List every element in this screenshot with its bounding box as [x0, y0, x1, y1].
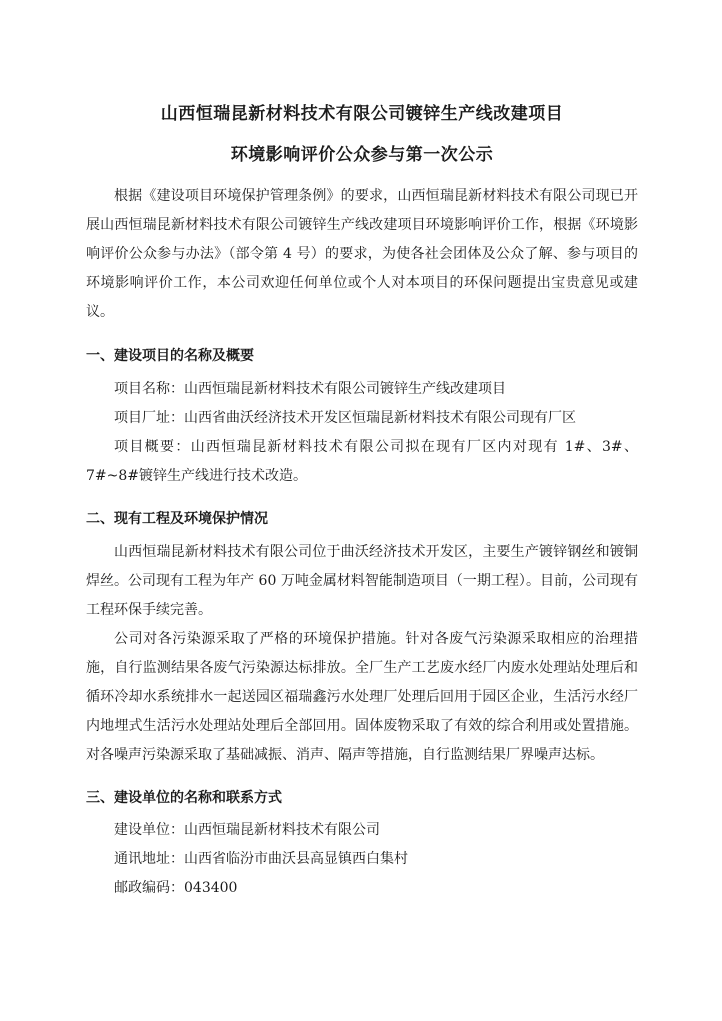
postcode-label: 邮政编码： — [114, 880, 184, 896]
project-name-line — [86, 375, 638, 404]
section2-heading: 二、现有工程及环境保护情况 — [86, 511, 268, 527]
mailing-address-label: 通讯地址： — [114, 851, 184, 867]
postcode-value: 043400 — [184, 880, 238, 896]
intro-paragraph: 根据《建设项目环境保护管理条例》的要求，山西恒瑞昆新材料技术有限公司现已开展山西恒瑞昆新材料技术有限公司镀锌生产线改建项目环境影响评价工作，根据《环境影响评价公众参与办法》（部令第 4 号）的要求，为使各社会团体及公众了解、参与项目的环境影响评价工作，本公司欢迎任何单位或个人对本项目的环保问题提出宝贵意见或建议。 — [86, 188, 638, 320]
construction-unit-label: 建设单位： — [114, 822, 184, 838]
project-site-value: 山西省曲沃经济技术开发区恒瑞昆新材料技术有限公司现有厂区 — [184, 410, 576, 426]
project-overview-label: 项目概要： — [114, 439, 191, 455]
document-subtitle: 环境影响评价公众参与第一次公示 — [230, 145, 494, 165]
mailing-address-line — [86, 845, 638, 874]
postcode-line — [86, 874, 638, 903]
existing-project-paragraph: 山西恒瑞昆新材料技术有限公司位于曲沃经济技术开发区，主要生产镀锌钢丝和镀铜焊丝。公司现有工程为年产 60 万吨金属材料智能制造项目（一期工程）。目前，公司现有工程环保手续完善。 — [86, 544, 638, 618]
mailing-address-value: 山西省临汾市曲沃县高显镇西白集村 — [184, 851, 408, 867]
section1-heading: 一、建设项目的名称及概要 — [86, 348, 254, 364]
construction-unit-value: 山西恒瑞昆新材料技术有限公司 — [184, 822, 380, 838]
project-name-value: 山西恒瑞昆新材料技术有限公司镀锌生产线改建项目 — [184, 381, 506, 397]
section3-heading: 三、建设单位的名称和联系方式 — [86, 790, 282, 806]
environmental-measures-paragraph: 公司对各污染源采取了严格的环境保护措施。针对各废气污染源采取相应的治理措施，自行监测结果各废气污染源达标排放。全厂生产工艺废水经厂内废水处理站处理后和循环冷却水系统排水一起送园区福瑞鑫污水处理厂处理后回用于园区企业，生活污水经厂内地埋式生活污水处理站处理后全部回用。固体废物采取了有效的综合利用或处置措施。对各噪声污染源采取了基础减振、消声、隔声等措施，自行监测结果厂界噪声达标。 — [86, 631, 638, 763]
document-page — [86, 96, 638, 903]
project-name-label: 项目名称： — [114, 381, 184, 397]
project-overview-line — [86, 433, 638, 491]
project-site-line — [86, 404, 638, 433]
project-site-label: 项目厂址： — [114, 410, 184, 426]
construction-unit-line — [86, 816, 638, 845]
project-overview-value: 山西恒瑞昆新材料技术有限公司拟在现有厂区内对现有 1#、3#、7#~8#镀锌生产线进行技术改造。 — [86, 439, 639, 484]
document-title: 山西恒瑞昆新材料技术有限公司镀锌生产线改建项目 — [160, 104, 564, 124]
